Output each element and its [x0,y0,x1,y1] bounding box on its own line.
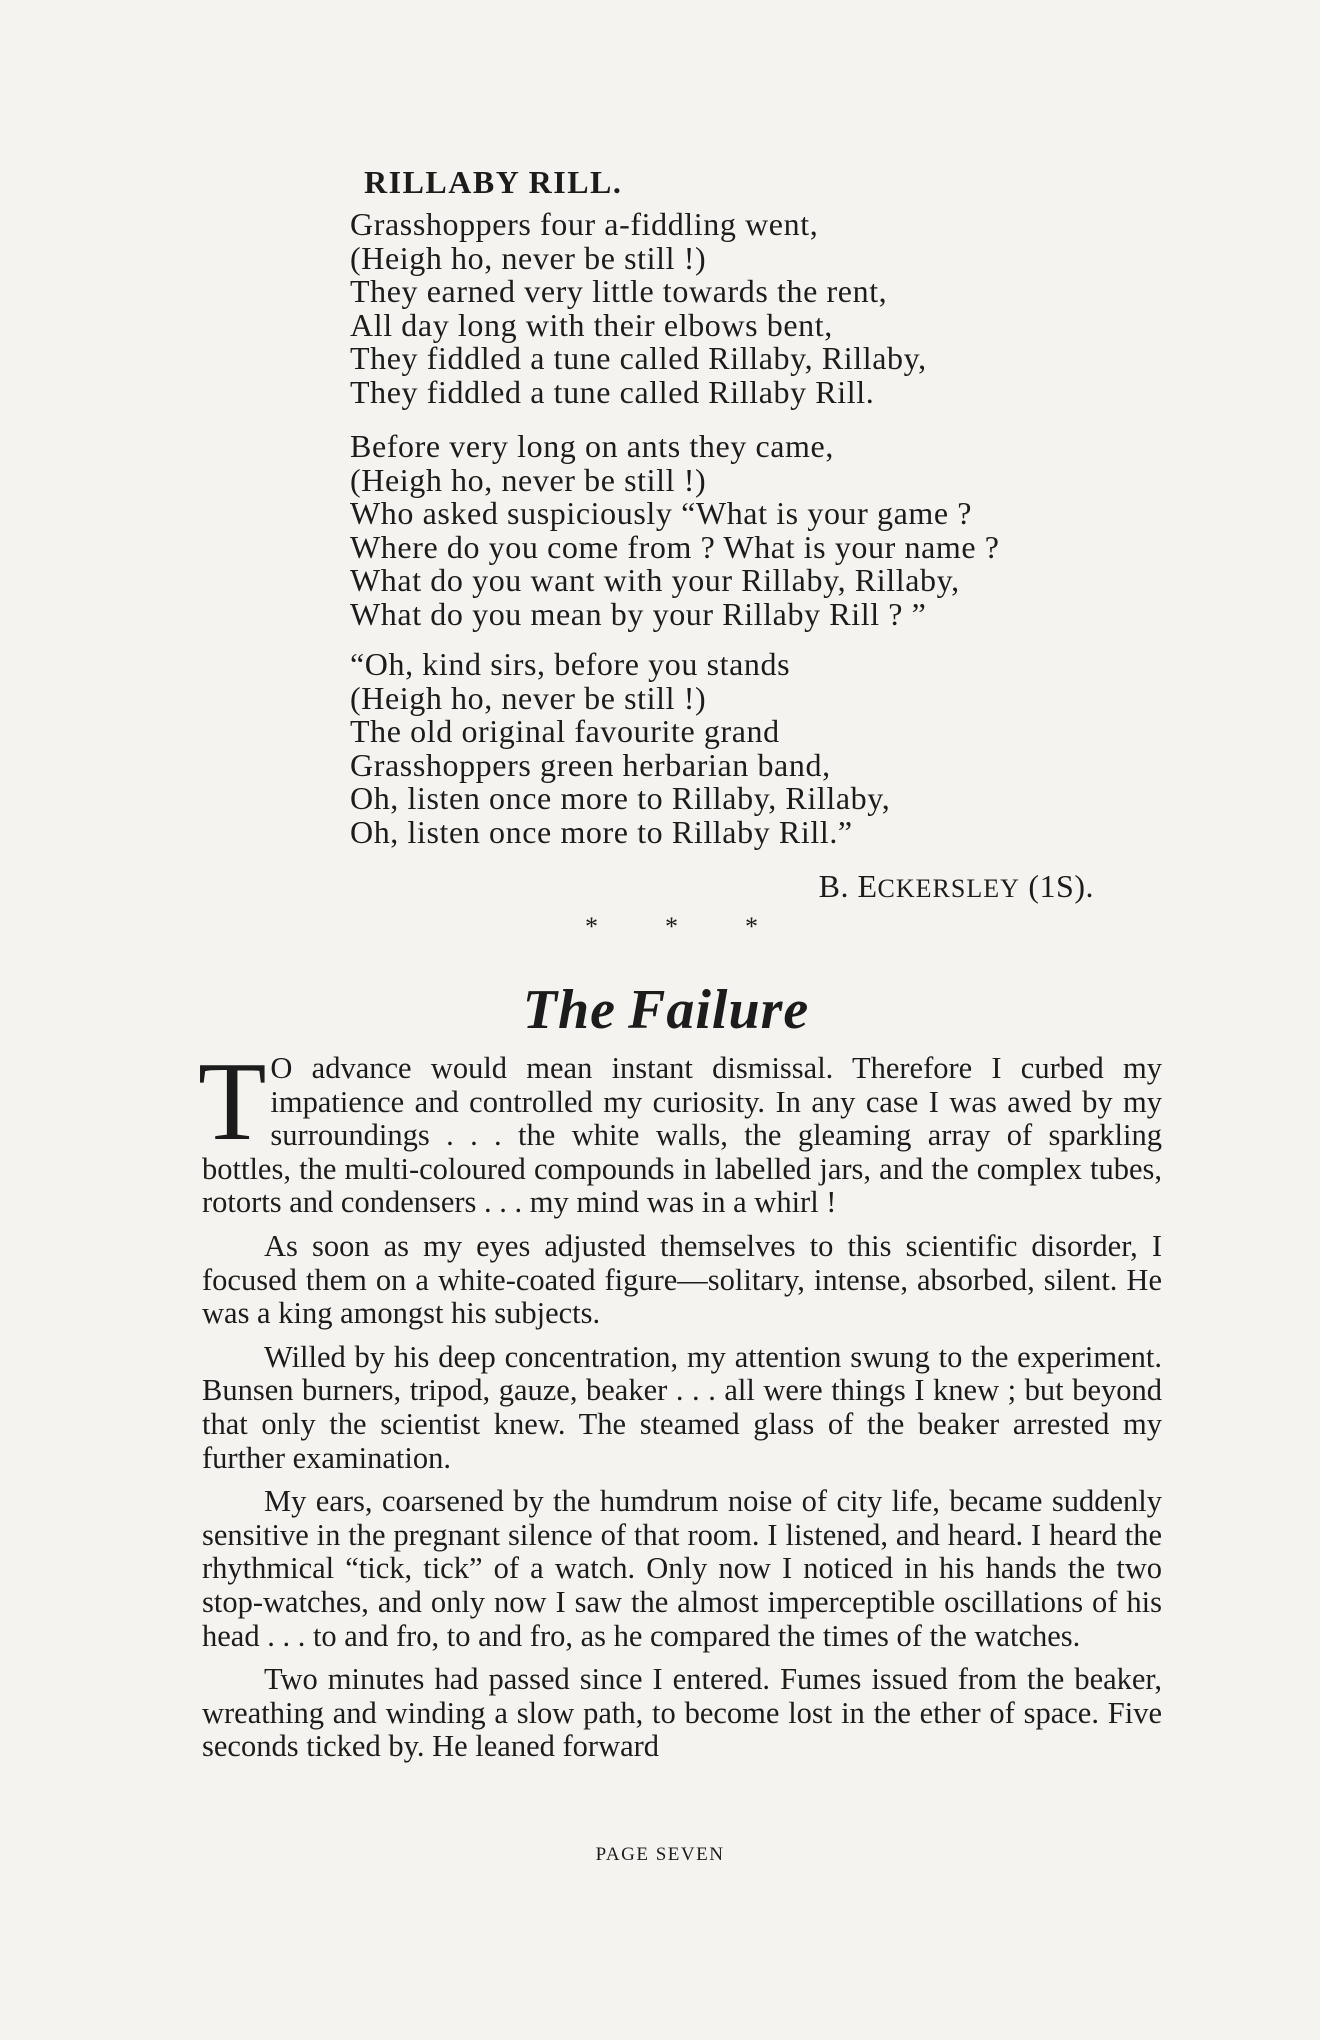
poem-author [819,868,1094,905]
poem-line: Where do you come from ? What is your name ? [350,528,1000,565]
poem-line: What do you mean by your Rillaby Rill ? ” [350,595,927,632]
poem-line: (Heigh ho, never be still !) [350,461,707,498]
poem-line: What do you want with your Rillaby, Rillaby, [350,562,960,598]
poem-line: Oh, listen once more to Rillaby, Rillaby, [350,780,891,816]
section-separator [585,912,825,942]
separator-star: * [585,912,598,941]
poem-line: They fiddled a tune called Rillaby Rill. [350,373,875,410]
essay-title-word: Failure [627,979,810,1041]
page-number: PAGE SEVEN [595,1844,725,1865]
author-form: (1S). [1019,868,1094,904]
poem-stanza-3 [350,648,1070,849]
paragraph-text: O advance would mean instant dismissal. Therefore I curbed my impatience and controlled my curiosity. In any case I was awed by my surroundings . . . the white walls, the gleaming array of sparkling bottles, the multi-coloured compounds in labelled jars, and the complex tubes, rotorts and condensers . . . my mind was in a whirl ! [202,1051,1162,1220]
author-surname: CKERSLEY [877,874,1020,903]
poem-line: Grasshoppers green herbarian band, [350,746,831,783]
essay-paragraph [198,1040,1162,1220]
poem-line: The old original favourite grand [350,713,780,749]
poem-line: Who asked suspiciously “What is your game ? [350,495,973,531]
drop-cap: T [198,1040,267,1164]
essay-paragraph: Two minutes had passed since I entered. Fumes issued from the beaker, wreathing and winding a slow path, to become lost in the ether of space. Five seconds ticked by. He leaned forward [202,1662,1162,1764]
poem-line: (Heigh ho, never be still !) [350,679,707,716]
essay-title [0,978,1320,1042]
poem-line: Oh, listen once more to Rillaby Rill.” [350,813,853,850]
separator-star: * [745,912,758,941]
essay-paragraph: Willed by his deep concentration, my attention swung to the experiment. Bunsen burners, tripod, gauze, beaker . . . all were things I knew ; but beyond that only the scientist knew. The steamed glass of the beaker arrested my further examination. [202,1339,1162,1475]
poem-title: RILLABY RILL. [364,164,623,200]
poem-line: “Oh, kind sirs, before you stands [350,646,791,682]
essay-paragraph: As soon as my eyes adjusted themselves to this scientific disorder, I focused them on a white-coated figure—solitary, intense, absorbed, silent. He was a king amongst his subjects. [202,1228,1162,1331]
author-initial: B. E [818,868,878,904]
poem-line: (Heigh ho, never be still !) [350,239,707,276]
poem-line: All day long with their elbows bent, [350,306,833,343]
poem-line: They earned very little towards the rent, [350,273,888,309]
essay-paragraph: My ears, coarsened by the humdrum noise of city life, became suddenly sensitive in the pregnant silence of that room. I listened, and heard. I heard the rhythmical “tick, tick” of a watch. Only now I noticed in his hands the two stop-watches, and only now I saw the almost imperceptible oscillations of his head . . . to and fro, to and fro, as he compared the times of the watches. [202,1484,1162,1653]
poem-line: Before very long on ants they came, [350,428,834,464]
poem-stanza-2 [350,430,1070,631]
poem-line: Grasshoppers four a-fiddling went, [350,206,819,242]
separator-star: * [665,912,678,941]
essay-body [198,1040,1162,1774]
poem-stanza-1 [350,208,1070,409]
poem-line: They fiddled a tune called Rillaby, Rillaby, [350,340,927,376]
essay-title-word: The [522,979,616,1041]
